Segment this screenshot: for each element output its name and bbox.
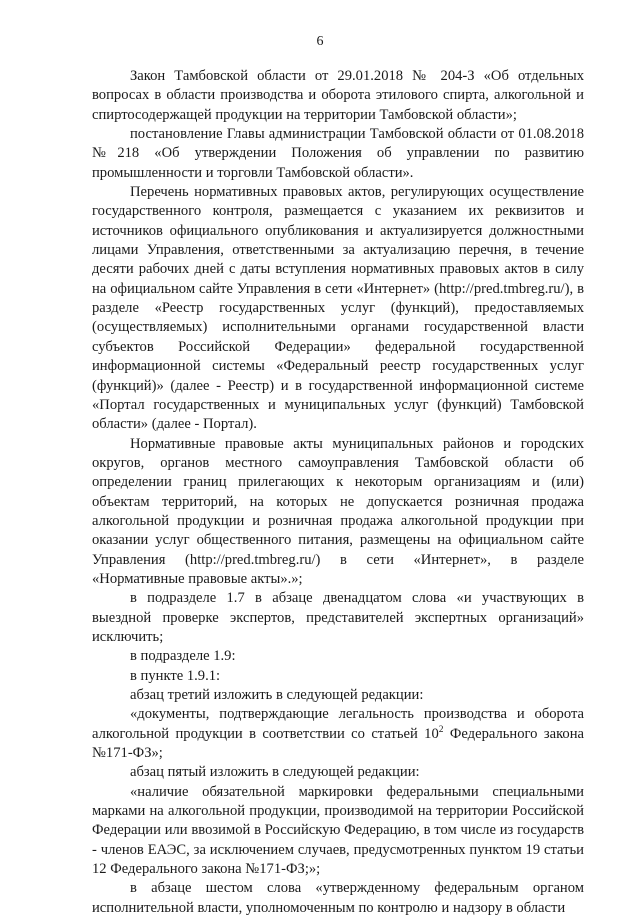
paragraph-resolution-218: постановление Главы администрации Тамбовской области от 01.08.2018 №218 «Об утверждении Положения об управлении по развитию промышленности и торговли Тамбовской области». [92,126,584,181]
paragraph-acts-list: Перечень нормативных правовых актов, регулирующих осуществление государственного контроля, размещается с указанием их реквизитов и источников официального опубликования и актуализируется должностными лицами Управления, ответственными за актуализацию перечня, в течение десяти рабочих дней с даты вступления нормативных правовых актов в силу на официальном сайте Управления в сети «Интернет» (http://pred.tmbreg.ru/), в разделе «Реестр государственных услуг (функций), предоставляемых (осуществляемых) исполнительными органами государственной власти субъектов Российской Федерации» федеральной государственной информационной системы «Федеральный реестр государственных услуг (функций)» (далее - Реестр) и в государственной информационной системе «Портал государственных и муниципальных услуг (функций) Тамбовской области» (далее - Портал). [92,184,584,433]
document-body [92,67,584,918]
paragraph-item-1-9-1: в пункте 1.9.1: [130,667,221,684]
paragraph-fifth-abzac: абзац пятый изложить в следующей редакции: [130,764,420,781]
paragraph-subsection-1-9: в подразделе 1.9: [130,648,236,665]
paragraph-law-204z: Закон Тамбовской области от 29.01.2018 № 204-З «Об отдельных вопросах в области производства и оборота этилового спирта, алкогольной и спиртосодержащей продукции на территории Тамбовской области»; [92,68,584,123]
paragraph-marking: «наличие обязательной маркировки федеральными специальными марками на алкогольной продукции, производимой на территории Российской Федерации или ввозимой в Российскую Федерацию, в том числе из государств - членов ЕАЭС, за исключением случаев, предусмотренных пунктом 19 статьи 12 Федерального закона №171-ФЗ;»; [92,783,584,878]
paragraph-subsection-1-7: в подразделе 1.7 в абзаце двенадцатом слова «и участвующих в выездной проверке экспертов, представителей экспертных организаций» исключить; [92,590,584,645]
legality-text-before: «документы, подтверждающие легальность производства и оборота алкогольной продукции в соответствии со статьей 10 [92,706,584,742]
paragraph-legality-documents [92,705,584,763]
paragraph-municipal-acts: Нормативные правовые акты муниципальных районов и городских округов, органов местного самоуправления Тамбовской области об определении границ прилегающих к некоторым организациям и (или) объектам территорий, на которых не допускается розничная продажа алкогольной продукции и розничная продажа алкогольной продукции при оказании услуг общественного питания, размещены на официальном сайте Управления (http://pred.tmbreg.ru/) в сети «Интернет», в разделе «Нормативные правовые акты».»; [92,435,584,587]
article-superscript: 2 [438,724,444,735]
paragraph-third-abzac: абзац третий изложить в следующей редакции: [130,687,424,703]
page-number: 6 [316,34,324,49]
legality-text-after: Федерального закона №171-ФЗ»; [92,725,585,762]
paragraph-sixth-abzac: в абзаце шестом слова «утвержденному федеральным органом исполнительной власти, уполномоченным по контролю и надзору в области [92,880,584,916]
